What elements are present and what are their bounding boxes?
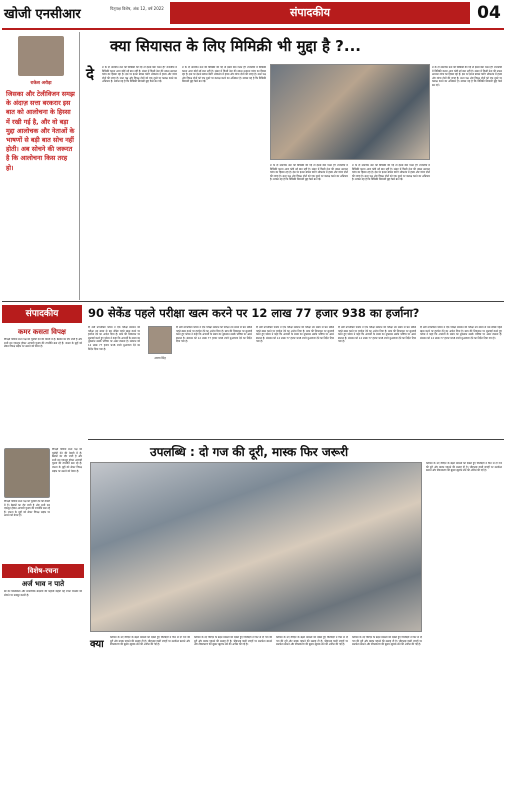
kamal-body-2: विपक्षी पार्टियां सत्ता पक्ष को चुनौती देने की तैयारी में हैं। बैठकों का दौर जारी है और सभी दल एकजुट होकर आगामी चुनाव की रणनीति बना रहे हैं। जनता के मुद्दों को लेकर विपक्ष सड़क पर उतरने को तैयार है। [52, 448, 82, 473]
author-photo [18, 36, 64, 76]
side-quote: जिसका और टेलीविजन समझ के अंदाज़ सत्ता बरकरार इस बात को आलोचना के हिस्सा में रखी गई है, और वो बड़ा मुद्दा आलोचक और नेताओं के भाषणों से बड़ी बात सोच नहीं होती। अब सोचने की जरूरत है कि आलोचना किस तरह हो। [6, 90, 75, 172]
article2-author-photo [148, 326, 172, 354]
section-bar-label: संपादकीय [25, 309, 59, 319]
vishesh-subtitle: अर्ज भाव न पाते [21, 580, 65, 588]
article3-headline: उपलब्धि : दो गज की दूरी, मास्क फिर जरूरी [150, 445, 349, 459]
article1-col-2: श के दो नामचीन नेता की मिमिक्री की गई तो इसमें क्या गलत है? राजनीति में मिमिक्री करना आज कोई नई बात नहीं है। संसद में किसी नेता की नकल उतारना व्यंग्य का हिस्सा रहा है। इस पर इतना बवाल क्यों? लोकतंत्र में हास्य और व्यंग्य दोनों की जगह है। सत्ता पक्ष और विपक्ष दोनों को एक दूसरे पर कटाक्ष करने का अधिकार है। सवाल यह है कि मिमिक्री सियासी मुद्दा कैसे बन गई। [182, 66, 266, 84]
article1-photo [270, 64, 430, 160]
kamal-body-3: विपक्षी पार्टियां सत्ता पक्ष को चुनौती देने की तैयारी में हैं। बैठकों का दौर जारी है और सभी दल एकजुट होकर आगामी चुनाव की रणनीति बना रहे हैं। जनता के मुद्दों को लेकर विपक्ष सड़क पर उतरने को तैयार है। [4, 500, 50, 518]
article2-col-4: दि ल्ली उपभोक्ता फोरम ने एक परीक्षा संस्थान को परीक्षा तय समय से 90 सेकेंड पहले खत्म करने पर हर्जाना देने का आदेश दिया है। छात्र की शिकायत पर सुनवाई करते हुए फोरम ने कहा कि अभ्यर्थी के समय का नुकसान उसके भविष्य पर असर डालता है। संस्थान को 12 लाख 77 हजार 938 रुपये मुआवजा देने का निर्देश दिया गया है। [338, 326, 416, 344]
masthead-divider [2, 28, 504, 30]
vishesh-bar [2, 564, 84, 578]
kamal-body-1: विपक्षी पार्टियां सत्ता पक्ष को चुनौती देने की तैयारी में हैं। बैठकों का दौर जारी है और सभी दल एकजुट होकर आगामी चुनाव की रणनीति बना रहे हैं। जनता के मुद्दों को लेकर विपक्ष सड़क पर उतरने को तैयार है। [4, 338, 82, 349]
masthead-title: खोजी एनसीआर [4, 7, 81, 22]
article1-col-4: श के दो नामचीन नेता की मिमिक्री की गई तो इसमें क्या गलत है? राजनीति में मिमिक्री करना आज कोई नई बात नहीं है। संसद में किसी नेता की नकल उतारना व्यंग्य का हिस्सा रहा है। इस पर इतना बवाल क्यों? लोकतंत्र में हास्य और व्यंग्य दोनों की जगह है। सत्ता पक्ष और विपक्ष दोनों को एक दूसरे पर कटाक्ष करने का अधिकार है। सवाल यह है कि मिमिक्री सियासी मुद्दा कैसे बन गई। [270, 164, 348, 182]
section-divider [2, 301, 504, 302]
article2-divider [88, 439, 504, 440]
article2-col-2: दि ल्ली उपभोक्ता फोरम ने एक परीक्षा संस्थान को परीक्षा तय समय से 90 सेकेंड पहले खत्म करने पर हर्जाना देने का आदेश दिया है। छात्र की शिकायत पर सुनवाई करते हुए फोरम ने कहा कि अभ्यर्थी के समय का नुकसान उसके भविष्य पर असर डालता है। संस्थान को 12 लाख 77 हजार 938 रुपये मुआवजा देने का निर्देश दिया गया है। [176, 326, 252, 344]
section-title: संपादकीय [289, 6, 331, 19]
article2-col-3: दि ल्ली उपभोक्ता फोरम ने एक परीक्षा संस्थान को परीक्षा तय समय से 90 सेकेंड पहले खत्म करने पर हर्जाना देने का आदेश दिया है। छात्र की शिकायत पर सुनवाई करते हुए फोरम ने कहा कि अभ्यर्थी के समय का नुकसान उसके भविष्य पर असर डालता है। संस्थान को 12 लाख 77 हजार 938 रुपये मुआवजा देने का निर्देश दिया गया है। [256, 326, 334, 344]
article2-headline: 90 सेकेंड पहले परीक्षा खत्म करने पर 12 लाख 77 हजार 938 का हर्जाना? [88, 306, 420, 320]
side-column [2, 32, 80, 300]
article2-col-5: दि ल्ली उपभोक्ता फोरम ने एक परीक्षा संस्थान को परीक्षा तय समय से 90 सेकेंड पहले खत्म करने पर हर्जाना देने का आदेश दिया है। छात्र की शिकायत पर सुनवाई करते हुए फोरम ने कहा कि अभ्यर्थी के समय का नुकसान उसके भविष्य पर असर डालता है। संस्थान को 12 लाख 77 हजार 938 रुपये मुआवजा देने का निर्देश दिया गया है। [420, 326, 502, 340]
article2-col-1: दि ल्ली उपभोक्ता फोरम ने एक परीक्षा संस्थान को परीक्षा तय समय से 90 सेकेंड पहले खत्म करने पर हर्जाना देने का आदेश दिया है। छात्र की शिकायत पर सुनवाई करते हुए फोरम ने कहा कि अभ्यर्थी के समय का नुकसान उसके भविष्य पर असर डालता है। संस्थान को 12 लाख 77 हजार 938 रुपये मुआवजा देने का निर्देश दिया गया है। [88, 326, 140, 351]
article1-col-5: श के दो नामचीन नेता की मिमिक्री की गई तो इसमें क्या गलत है? राजनीति में मिमिक्री करना आज कोई नई बात नहीं है। संसद में किसी नेता की नकल उतारना व्यंग्य का हिस्सा रहा है। इस पर इतना बवाल क्यों? लोकतंत्र में हास्य और व्यंग्य दोनों की जगह है। सत्ता पक्ष और विपक्ष दोनों को एक दूसरे पर कटाक्ष करने का अधिकार है। सवाल यह है कि मिमिक्री सियासी मुद्दा कैसे बन गई। [352, 164, 430, 182]
masthead [0, 0, 506, 28]
vishesh-body: बेर का सिलसिला और सामाजिक बदलाव की कहानी कहती यह रचना पाठकों को सोचने पर मजबूर करती है। [4, 590, 82, 597]
article3-col-4: कोरोना के नए वेरिएंट के बढ़ते मामलों को देखते हुए विशेषज्ञों ने फिर से दो गज की दूरी और मास्क पहनने की सलाह दी है। भीड़भाड़ वाली जगहों पर सतर्कता बरतने और टीकाकरण की बूस्टर खुराक लेने की अपील की गई है। [352, 636, 422, 647]
masthead-subline: पितृपक्ष विशेष, अंक 12, वर्ष 2022 [110, 6, 164, 11]
kamal-photo [4, 448, 50, 498]
article1-dropcap: दे [86, 65, 94, 83]
article3-photo [90, 462, 422, 632]
article3-col-3: कोरोना के नए वेरिएंट के बढ़ते मामलों को देखते हुए विशेषज्ञों ने फिर से दो गज की दूरी और मास्क पहनने की सलाह दी है। भीड़भाड़ वाली जगहों पर सतर्कता बरतने और टीकाकरण की बूस्टर खुराक लेने की अपील की गई है। [276, 636, 348, 647]
vishesh-title: विशेष-रचना [27, 567, 59, 575]
author-name: राकेश अरोड़ा [30, 81, 52, 86]
article3-col-1: कोरोना के नए वेरिएंट के बढ़ते मामलों को देखते हुए विशेषज्ञों ने फिर से दो गज की दूरी और मास्क पहनने की सलाह दी है। भीड़भाड़ वाली जगहों पर सतर्कता बरतने और टीकाकरण की बूस्टर खुराक लेने की अपील की गई है। [110, 636, 190, 647]
article1-headline: क्या सियासत के लिए मिमिक्री भी मुद्दा है ?... [110, 37, 361, 55]
article2-author-caption: अजय सिंह [154, 356, 166, 360]
article3-dropcap: क्या [90, 639, 104, 650]
section-bar [2, 305, 82, 323]
article3-col-2: कोरोना के नए वेरिएंट के बढ़ते मामलों को देखते हुए विशेषज्ञों ने फिर से दो गज की दूरी और मास्क पहनने की सलाह दी है। भीड़भाड़ वाली जगहों पर सतर्कता बरतने और टीकाकरण की बूस्टर खुराक लेने की अपील की गई है। [194, 636, 272, 647]
article1-col-1: श के दो नामचीन नेता की मिमिक्री की गई तो इसमें क्या गलत है? राजनीति में मिमिक्री करना आज कोई नई बात नहीं है। संसद में किसी नेता की नकल उतारना व्यंग्य का हिस्सा रहा है। इस पर इतना बवाल क्यों? लोकतंत्र में हास्य और व्यंग्य दोनों की जगह है। सत्ता पक्ष और विपक्ष दोनों को एक दूसरे पर कटाक्ष करने का अधिकार है। सवाल यह है कि मिमिक्री सियासी मुद्दा कैसे बन गई। [102, 66, 177, 84]
kamal-title: कमर कसता विपक्ष [18, 328, 66, 336]
article1-col-3: श के दो नामचीन नेता की मिमिक्री की गई तो इसमें क्या गलत है? राजनीति में मिमिक्री करना आज कोई नई बात नहीं है। संसद में किसी नेता की नकल उतारना व्यंग्य का हिस्सा रहा है। इस पर इतना बवाल क्यों? लोकतंत्र में हास्य और व्यंग्य दोनों की जगह है। सत्ता पक्ष और विपक्ष दोनों को एक दूसरे पर कटाक्ष करने का अधिकार है। सवाल यह है कि मिमिक्री सियासी मुद्दा कैसे बन गई। [432, 66, 502, 87]
article3-col-side: कोरोना के नए वेरिएंट के बढ़ते मामलों को देखते हुए विशेषज्ञों ने फिर से दो गज की दूरी और मास्क पहनने की सलाह दी है। भीड़भाड़ वाली जगहों पर सतर्कता बरतने और टीकाकरण की बूस्टर खुराक लेने की अपील की गई है। [426, 462, 502, 473]
page-number: 04 [477, 3, 501, 23]
